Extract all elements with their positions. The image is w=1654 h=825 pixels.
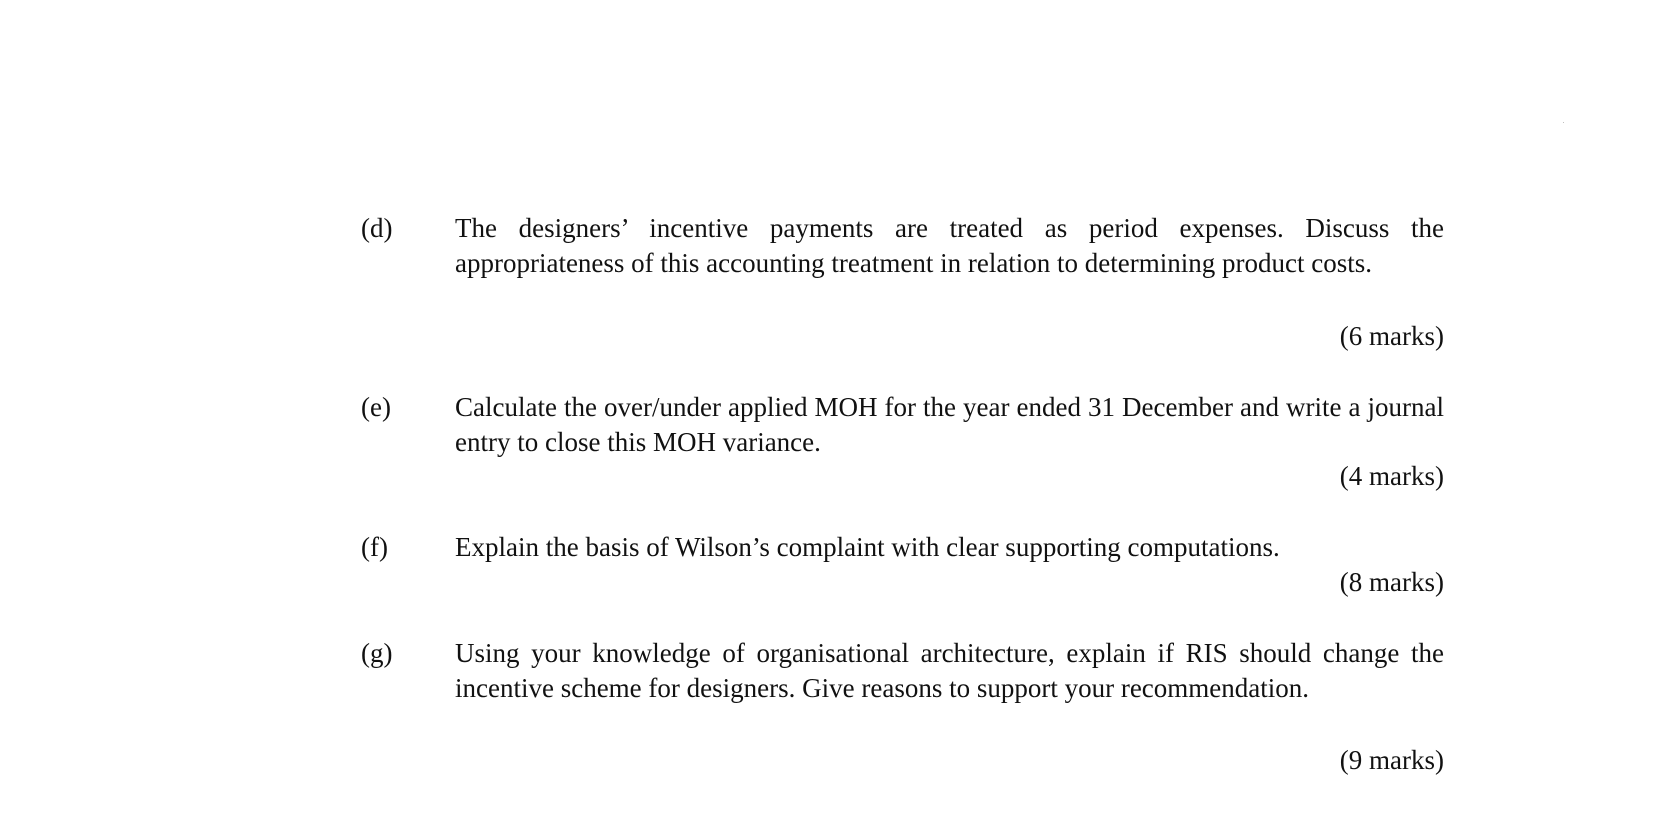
question-label: (g) bbox=[361, 638, 393, 668]
question-text: Calculate the over/under applied MOH for the year ended 31 December and write a journal entry to close this MOH variance. bbox=[455, 392, 1444, 457]
question-text: Explain the basis of Wilson’s complaint with clear supporting computations. bbox=[455, 532, 1280, 562]
question-label: (d) bbox=[361, 213, 393, 243]
question-text: Using your knowledge of organisational architecture, explain if RIS should change the incentive scheme for designers. Give reasons to support your recommendation. bbox=[455, 638, 1444, 703]
scan-speck bbox=[1563, 122, 1564, 123]
question-marks: (9 marks) bbox=[1339, 745, 1444, 775]
question-text: The designers’ incentive payments are treated as period expenses. Discuss the appropriateness of this accounting treatment in relation to determining product costs. bbox=[455, 213, 1444, 278]
question-marks: (4 marks) bbox=[1339, 461, 1444, 491]
question-marks: (6 marks) bbox=[1339, 321, 1444, 351]
question-label: (e) bbox=[361, 392, 391, 422]
question-marks: (8 marks) bbox=[1339, 567, 1444, 597]
question-label: (f) bbox=[361, 532, 388, 562]
